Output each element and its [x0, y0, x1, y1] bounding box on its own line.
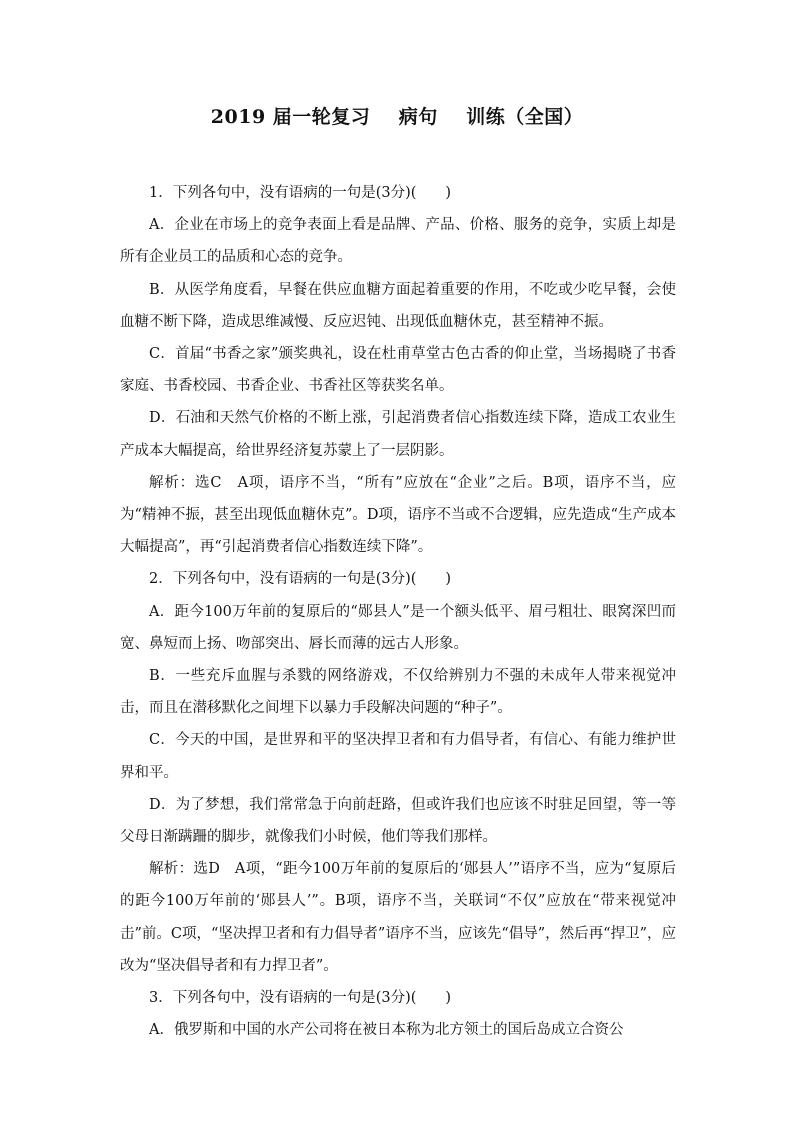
question-1-option-d: D．石油和天然气价格的不断上涨，引起消费者信心指数连续下降，造成工农业生产成本大幅提高，给世界经济复苏蒙上了一层阴影。 [120, 410, 676, 459]
question-1-option-a: A．企业在市场上的竞争表面上看是品牌、产品、价格、服务的竞争，实质上却是所有企业员工的品质和心态的竞争。 [120, 217, 676, 266]
question-1-option-c: C．首届“书香之家”颁奖典礼，设在杜甫草堂古色古香的仰止堂，当场揭晓了书香家庭、书香校园、书香企业、书香社区等获奖名单。 [120, 346, 676, 395]
question-2-option-b: B．一些充斥血腥与杀戮的网络游戏，不仅给辨别力不强的未成年人带来视觉冲击，而且在潜移默化之间埋下以暴力手段解决问题的“种子”。 [120, 668, 676, 717]
question-1-explanation: 解析：选C A项，语序不当，“所有”应放在“企业”之后。B项，语序不当，应为“精神不振，甚至出现低血糖休克”。D项，语序不当或不合逻辑，应先造成“生产成本大幅提高”，再“引起消费者信心指数连续下降”。 [120, 474, 676, 556]
question-2-option-c: C．今天的中国，是世界和平的坚决捍卫者和有力倡导者，有信心、有能力维护世界和平。 [120, 732, 676, 781]
question-3-stem: 3．下列各句中，没有语病的一句是(3分)( ) [149, 990, 452, 1007]
question-2-stem: 2．下列各句中，没有语病的一句是(3分)( ) [149, 571, 452, 588]
question-1-stem: 1．下列各句中，没有语病的一句是(3分)( ) [149, 185, 452, 201]
document-body [120, 177, 676, 1046]
question-2-option-d: D．为了梦想，我们常常急于向前赶路，但或许我们也应该不时驻足回望，等一等父母日渐蹒跚的脚步，就像我们小时候，他们等我们那样。 [120, 796, 676, 846]
question-1-option-b: B．从医学角度看，早餐在供应血糖方面起着重要的作用，不吃或少吃早餐，会使血糖不断下降，造成思维减慢、反应迟钝、出现低血糖休克，甚至精神不振。 [120, 281, 676, 330]
document-title: 2019 届一轮复习 病句 训练（全国） [210, 106, 584, 128]
question-3-option-a: A．俄罗斯和中国的水产公司将在被日本称为北方领土的国后岛成立合资公 [149, 1022, 624, 1039]
question-2-option-a: A．距今100万年前的复原后的“郧县人”是一个额头低平、眉弓粗壮、眼窝深凹而宽、鼻短而上扬、吻部突出、唇长而薄的远古人形象。 [120, 603, 676, 652]
question-2-explanation: 解析：选D A项，“距今100万年前的复原后的‘郧县人’”语序不当，应为“复原后的距今100万年前的‘郧县人’”。B项，语序不当，关联词“不仅”应放在“带来视觉冲击”前。C项，“坚决捍卫者和有力倡导者”语序不当，应该先“倡导”，然后再“捍卫”，应改为“坚决倡导者和有力捍卫者”。 [120, 861, 676, 974]
